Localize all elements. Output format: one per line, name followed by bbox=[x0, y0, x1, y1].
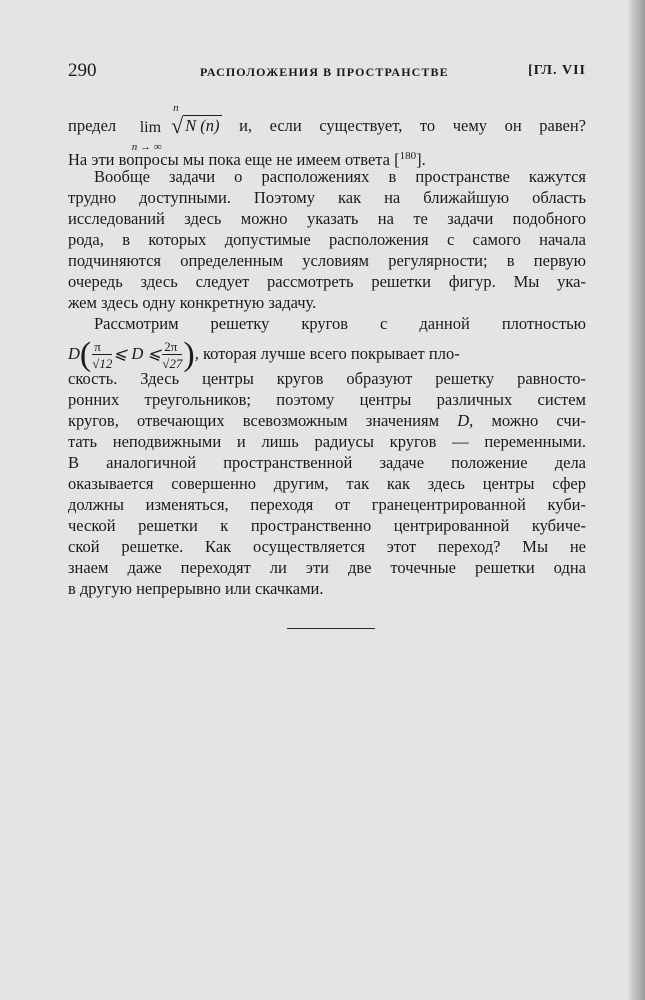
nth-root-expression bbox=[171, 102, 221, 138]
text-line-10: Рассмотрим решетку кругов с данной плотностью bbox=[94, 314, 586, 333]
text-fragment: , можно счи- bbox=[469, 411, 586, 430]
root-index: n bbox=[173, 102, 179, 114]
lim-subscript: n → ∞ bbox=[131, 140, 162, 153]
text-line-22: в другую непрерывно или скачками. bbox=[68, 579, 324, 598]
text-line-9: жем здесь одну конкретную задачу. bbox=[68, 293, 317, 312]
running-title: РАСПОЛОЖЕНИЯ В ПРОСТРАНСТВЕ bbox=[200, 65, 449, 79]
root-sign-icon: √ bbox=[171, 113, 184, 138]
radicand: N (n) bbox=[185, 116, 220, 135]
fraction-numerator: π bbox=[92, 340, 112, 355]
variable-d: D bbox=[457, 411, 470, 430]
fraction-pi-sqrt12 bbox=[92, 340, 112, 370]
text-line-1 bbox=[68, 102, 587, 153]
text-fragment: кругов, отвечающих всевозможным значениям bbox=[68, 411, 440, 430]
text-line-11 bbox=[68, 336, 586, 372]
text-line-4: трудно доступными. Поэтому как на ближайшую область bbox=[68, 188, 586, 207]
fraction-denominator: √12 bbox=[92, 356, 113, 372]
page-number: 290 bbox=[68, 60, 97, 81]
text-line-6: рода, в которых допустимые расположения с самого начала bbox=[68, 230, 586, 249]
fraction-numerator: 2π bbox=[162, 340, 182, 355]
chapter-reference: [ГЛ. VII bbox=[528, 63, 586, 78]
text-fragment: ]. bbox=[416, 150, 426, 169]
text-line-18: должны изменяться, переходя от гранецентрированной куби- bbox=[68, 495, 586, 514]
text-line-17: оказывается совершенно другим, так как здесь центры сфер bbox=[68, 474, 586, 493]
fraction-2pi-sqrt27 bbox=[162, 340, 182, 370]
text-fragment: предел bbox=[68, 116, 117, 135]
text-fragment: На эти вопросы мы пока еще не имеем ответа [ bbox=[68, 150, 400, 169]
text-line-3: Вообще задачи о расположениях в пространстве кажутся bbox=[94, 167, 586, 186]
text-line-21: знаем даже переходят ли эти две точечные решетки одна bbox=[68, 558, 586, 577]
text-line-16: В аналогичной пространственной задаче положение дела bbox=[68, 453, 586, 472]
text-line-13: ронних треугольников; поэтому центры различных систем bbox=[68, 390, 586, 409]
text-line-8: очередь здесь следует рассмотреть решетки фигур. Мы ука- bbox=[68, 272, 586, 291]
text-line-19: ческой решетки к пространственно центрированной кубиче- bbox=[68, 516, 586, 535]
inequality: ⩽ D ⩽ bbox=[113, 344, 162, 363]
limit-expression bbox=[131, 117, 162, 153]
text-fragment: и, если существует, то чему он равен? bbox=[239, 116, 587, 135]
lim-word: lim bbox=[139, 118, 162, 136]
text-fragment: , которая лучше всего покрывает пло- bbox=[194, 344, 460, 363]
fraction-denominator: √27 bbox=[162, 356, 183, 372]
text-line-15: тать неподвижными и лишь радиусы кругов — переменными. bbox=[68, 432, 586, 451]
text-line-5: исследований здесь можно указать на те задачи подобного bbox=[68, 209, 586, 228]
right-paren-icon: ) bbox=[183, 336, 195, 374]
reference-number: 180 bbox=[399, 150, 417, 162]
page-header bbox=[68, 60, 586, 86]
section-end-rule bbox=[287, 628, 375, 629]
text-line-12: скость. Здесь центры кругов образуют решетку равносто- bbox=[68, 369, 586, 388]
left-paren-icon: ( bbox=[79, 336, 92, 374]
variable-d: D bbox=[68, 344, 80, 363]
text-line-7: подчиняются определенным условиям регулярности; в первую bbox=[68, 251, 586, 270]
page-edge-shadow bbox=[629, 0, 645, 1000]
text-line-20: ской решетке. Как осуществляется этот переход? Мы не bbox=[68, 537, 586, 556]
text-line-14 bbox=[68, 411, 586, 431]
